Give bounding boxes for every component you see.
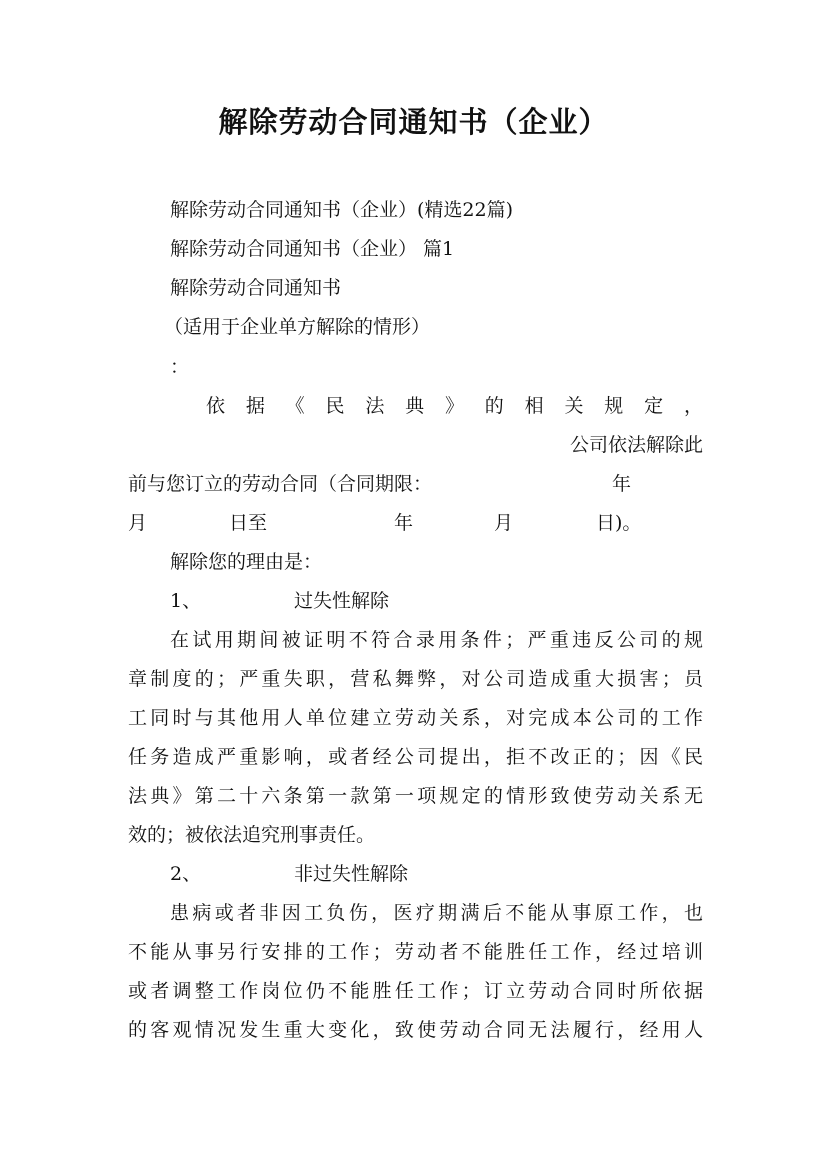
basis-char: 依 <box>206 395 226 417</box>
basis-char: 民 <box>325 395 345 417</box>
month-label-1: 月 <box>128 512 148 534</box>
item1-title: 过失性解除 <box>294 590 390 612</box>
scope-note: （适用于企业单方解除的情形） <box>164 316 431 338</box>
basis-char: 关 <box>564 395 584 417</box>
item2-paragraph-line: 患病或者非因工负伤，医疗期满后不能从事原工作，也 <box>170 902 703 924</box>
notice-title: 解除劳动合同通知书 <box>170 277 342 299</box>
basis-char: 规 <box>604 395 624 417</box>
basis-char: 典 <box>405 395 425 417</box>
item2-paragraph-line: 的客观情况发生重大变化，致使劳动合同无法履行，经用人 <box>128 1019 703 1041</box>
year-label-2: 年 <box>394 512 414 534</box>
basis-char: 的 <box>484 395 504 417</box>
basis-char: 》 <box>444 395 464 417</box>
addressee-line: ： <box>170 356 190 378</box>
item1-paragraph-line: 效的；被依法追究刑事责任。 <box>128 824 376 846</box>
day-to-label: 日至 <box>229 512 268 534</box>
basis-char: 《 <box>285 395 305 417</box>
basis-line <box>128 388 703 425</box>
item1-paragraph-line: 章制度的；严重失职，营私舞弊，对公司造成重大损害；员 <box>128 668 703 690</box>
item1-paragraph-line: 在试用期间被证明不符合录用条件；严重违反公司的规 <box>170 629 703 651</box>
dissolve-line: 公司依法解除此 <box>569 434 703 456</box>
item1-paragraph-line: 工同时与其他用人单位建立劳动关系，对完成本公司的工作 <box>128 707 703 729</box>
year-label-1: 年 <box>612 473 632 495</box>
item2-heading <box>128 856 703 893</box>
basis-char: ， <box>683 395 703 417</box>
contract-term-line <box>128 466 703 503</box>
basis-char: 法 <box>365 395 385 417</box>
item2-paragraph-line: 或者调整工作岗位仍不能胜任工作；订立劳动合同时所依据 <box>128 980 703 1002</box>
item2-title: 非过失性解除 <box>294 863 409 885</box>
basis-char: 据 <box>245 395 265 417</box>
day-end-label: 日)。 <box>596 512 642 534</box>
item2-paragraph-line: 不能从事另行安排的工作；劳动者不能胜任工作，经过培训 <box>128 941 703 963</box>
article-heading: 解除劳动合同通知书（企业） 篇1 <box>170 238 455 260</box>
basis-char: 定 <box>644 395 664 417</box>
item2-number: 2、 <box>170 863 202 885</box>
item1-paragraph-line: 法典》第二十六条第一款第一项规定的情形致使劳动关系无 <box>128 785 703 807</box>
item1-number: 1、 <box>170 590 202 612</box>
item1-paragraph-line: 任务造成严重影响，或者经公司提出，拒不改正的；因《民 <box>128 746 703 768</box>
reason-label: 解除您的理由是： <box>170 551 323 573</box>
document-title: 解除劳动合同通知书（企业） <box>218 105 609 139</box>
month-label-2: 月 <box>494 512 514 534</box>
item1-heading <box>128 583 703 620</box>
contract-dates-line <box>128 505 703 542</box>
subtitle-line: 解除劳动合同通知书（企业）(精选22篇) <box>170 199 514 221</box>
contract-prefix: 前与您订立的劳动合同（合同期限： <box>128 473 433 495</box>
basis-char: 相 <box>524 395 544 417</box>
